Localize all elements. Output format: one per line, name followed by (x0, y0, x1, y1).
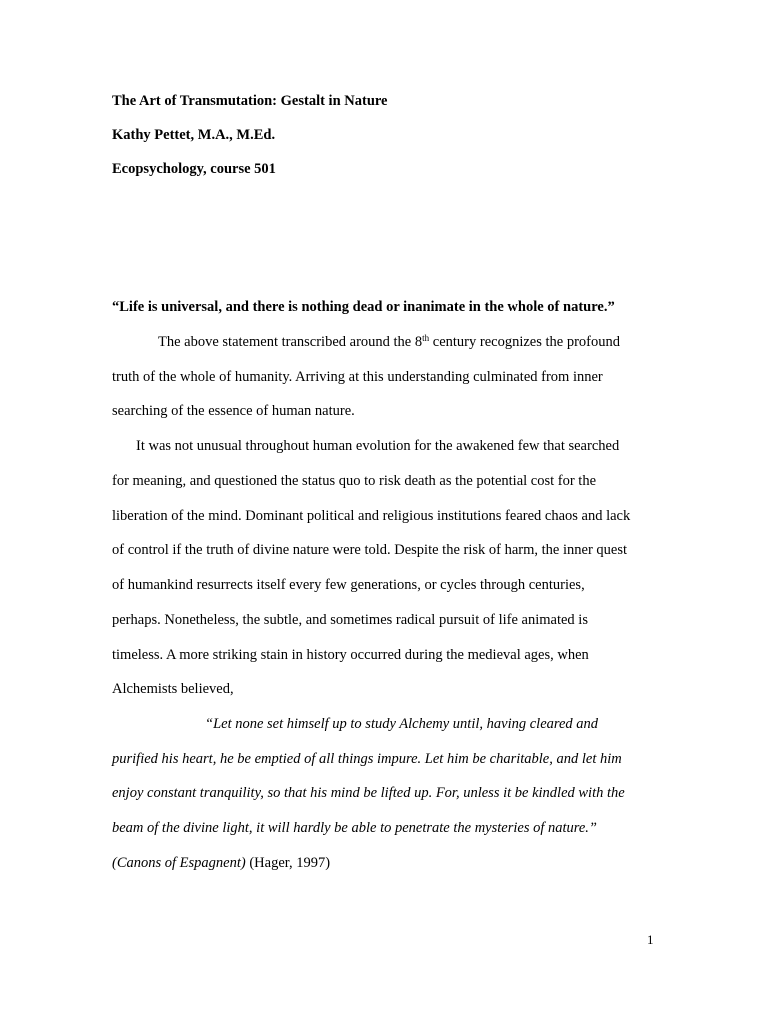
paragraph-2-line: for meaning, and questioned the status quo to risk death as the potential cost for the (112, 473, 597, 489)
paragraph-2-line: of control if the truth of divine nature were told. Despite the risk of harm, the inner quest (112, 542, 628, 558)
citation-reference: (Hager, 1997) (245, 855, 331, 871)
citation-source: (Canons of Espagnent) (112, 855, 246, 871)
citation-line (112, 854, 330, 872)
epigraph: “Life is universal, and there is nothing dead or inanimate in the whole of nature.” (112, 299, 615, 315)
paragraph-1-line-3: searching of the essence of human nature. (112, 403, 355, 419)
author-line: Kathy Pettet, M.A., M.Ed. (112, 127, 276, 143)
paragraph-2-line: timeless. A more striking stain in history occurred during the medieval ages, when (112, 647, 589, 663)
paragraph-2-line: perhaps. Nonetheless, the subtle, and sometimes radical pursuit of life animated is (112, 612, 588, 628)
p1-text-b: century recognizes the profound (429, 334, 620, 350)
ordinal-superscript: th (422, 333, 430, 343)
paragraph-1-line-2: truth of the whole of humanity. Arriving at this understanding culminated from inner (112, 369, 603, 385)
paragraph-1-line-1 (158, 333, 620, 351)
paragraph-2-line: liberation of the mind. Dominant political and religious institutions feared chaos and lack (112, 508, 631, 524)
paragraph-2-line: It was not unusual throughout human evolution for the awakened few that searched (136, 438, 620, 454)
block-quote-line: beam of the divine light, it will hardly be able to penetrate the mysteries of nature.” (112, 820, 597, 836)
block-quote-line: enjoy constant tranquility, so that his mind be lifted up. For, unless it be kindled with the (112, 785, 625, 801)
paragraph-2-line: Alchemists believed, (112, 681, 234, 697)
block-quote-line: “Let none set himself up to study Alchemy until, having cleared and (205, 716, 599, 732)
page-number: 1 (647, 932, 654, 947)
block-quote-line: purified his heart, he be emptied of all things impure. Let him be charitable, and let him (112, 751, 622, 767)
p1-text-a: The above statement transcribed around the 8 (158, 334, 423, 350)
document-title: The Art of Transmutation: Gestalt in Nature (112, 93, 388, 109)
paragraph-2-line: of humankind resurrects itself every few generations, or cycles through centuries, (112, 577, 585, 593)
course-line: Ecopsychology, course 501 (112, 161, 276, 177)
